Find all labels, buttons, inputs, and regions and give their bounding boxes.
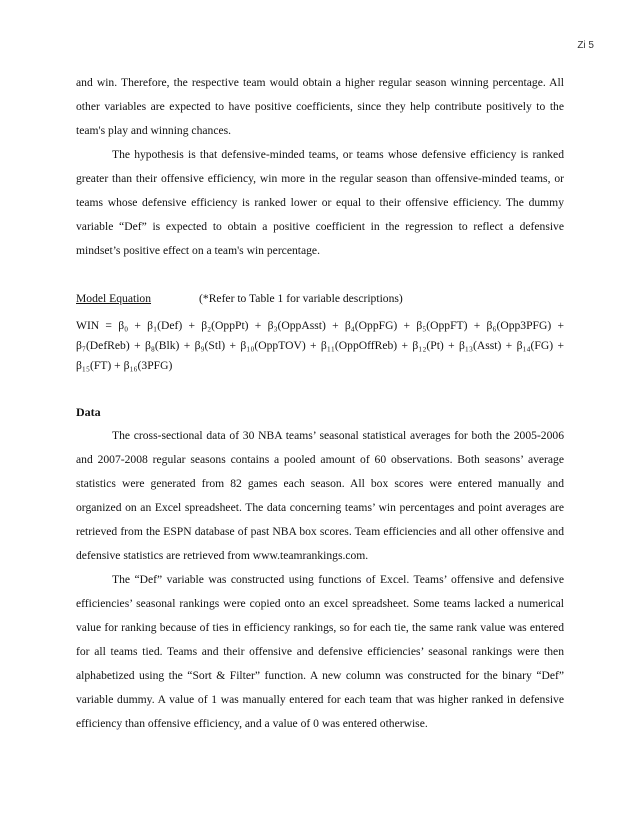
body-paragraph: and win. Therefore, the respective team would obtain a higher regular season winning percentage. All other variables are expected to have positive coefficients, since they help contribute positively to the team's play and winning chances.	[76, 76, 564, 137]
model-equation-note: (*Refer to Table 1 for variable descriptions)	[199, 292, 403, 305]
hypothesis-paragraph: The hypothesis is that defensive-minded teams, or teams whose defensive efficiency is ranked greater than their offensive efficiency, win more in the regular season than offensive-minded teams, or teams whose defensive efficiency is ranked lower or equal to their offensive efficiency. The dummy variable “Def” is expected to obtain a positive coefficient in the regression to reflect a defensive mindset’s positive effect on a team's win percentage.	[76, 148, 564, 257]
data-paragraph-2: The “Def” variable was constructed using functions of Excel. Teams’ offensive and defensive efficiencies’ seasonal rankings were copied onto an excel spreadsheet. Some teams lacked a numerical value for ranking because of ties in efficiency rankings, so for each tie, the same rank value was entered for all teams tied. Teams and their offensive and defensive efficiencies’ seasonal rankings were then alphabetized using the “Sort & Filter” function. A new column was constructed for the binary “Def” variable dummy. A value of 1 was manually entered for each team that was higher ranked in defensive efficiency than offensive efficiency, and a value of 0 was entered otherwise.	[76, 573, 564, 730]
model-equation-heading	[76, 287, 564, 311]
page-number: Zi 5	[577, 40, 594, 51]
model-equation-title: Model Equation	[76, 292, 152, 305]
data-section-heading: Data	[76, 405, 101, 419]
page-body	[76, 71, 564, 736]
data-paragraph-1: The cross-sectional data of 30 NBA teams’ seasonal statistical averages for both the 2005-2006 and 2007-2008 regular seasons contains a pooled amount of 60 observations. Both seasons’ average statistics were generated from 82 games each season. All box scores were entered manually and organized on an Excel spreadsheet. The data concerning teams’ win percentages and point averages are retrieved from the ESPN database of past NBA box scores. Team efficiencies and all other offensive and defensive statistics are retrieved from www.teamrankings.com.	[76, 429, 564, 562]
model-equation: WIN = β₀ + β₁(Def) + β₂(OppPt) + β₃(OppAsst) + β₄(OppFG) + β₅(OppFT) + β₆(Opp3PFG) + β₇(DefReb) + β₈(Blk) + β₉(Stl) + β₁₀(OppTOV) + β₁₁(OppOffReb) + β₁₂(Pt) + β₁₃(Asst) + β₁₄(FG) + β₁₅(FT) + β₁₆(3PFG)	[76, 319, 564, 372]
